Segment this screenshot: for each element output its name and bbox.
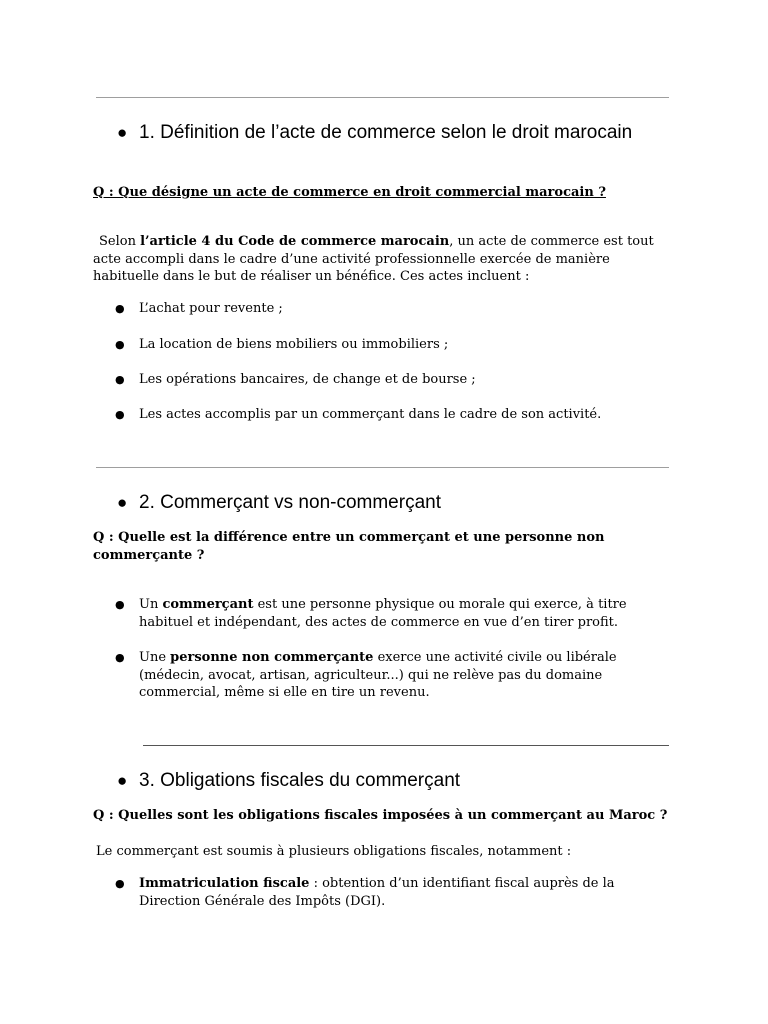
bullet-icon: ● (115, 302, 125, 315)
section-3-intro: Le commerçant est soumis à plusieurs obligations fiscales, notamment : (96, 844, 572, 859)
bullet-icon: ● (117, 123, 128, 142)
bullet-icon: ● (115, 338, 125, 351)
bullet-icon: ● (115, 408, 125, 421)
divider-bottom (143, 745, 669, 746)
item-1-pre: Un (139, 597, 163, 612)
item-2-bold: personne non commerçante (170, 650, 374, 665)
bullet-icon: ● (115, 373, 125, 386)
list-item (115, 336, 679, 354)
section-3-heading (117, 769, 639, 793)
item-1-post: est une personne physique ou morale qui exerce, à titre habituel et indépendant, des actes de commerce en vue d’en tirer profit. (139, 597, 627, 630)
list-item-text: La location de biens mobiliers ou immobiliers ; (139, 337, 449, 352)
section-1-heading-text: 1. Définition de l’acte de commerce selon le droit marocain (139, 122, 633, 143)
list-item (115, 371, 679, 389)
item-1-bold: Immatriculation fiscale (139, 876, 310, 891)
section-1-intro (93, 233, 673, 286)
divider-middle (96, 467, 669, 468)
bullet-icon: ● (115, 598, 125, 611)
bullet-icon: ● (117, 771, 128, 790)
section-1-intro-post: , un acte de commerce est tout acte accompli dans le cadre d’une activité professionnelle exercée de manière habituelle dans le but de réaliser un bénéfice. Ces actes incluent : (93, 234, 654, 284)
list-item-text: Les opérations bancaires, de change et de bourse ; (139, 372, 476, 387)
section-1-question: Q : Que désigne un acte de commerce en droit commercial marocain ? (93, 185, 606, 200)
item-1-post: : obtention d’un identifiant fiscal auprès de la Direction Générale des Impôts (DGI). (139, 876, 615, 909)
divider-top (96, 97, 669, 98)
item-2-post: exerce une activité civile ou libérale (médecin, avocat, artisan, agriculteur...) qui ne relève pas du domaine commercial, même si elle en tire un revenu. (139, 650, 617, 700)
list-item (115, 300, 679, 318)
section-2-heading (117, 491, 639, 515)
list-item (115, 596, 679, 631)
item-1-bold: commerçant (162, 597, 254, 612)
section-3-heading-text: 3. Obligations fiscales du commerçant (139, 770, 461, 791)
section-3-question: Q : Quelles sont les obligations fiscales imposées à un commerçant au Maroc ? (93, 808, 668, 823)
item-2-pre: Une (139, 650, 171, 665)
list-item (115, 649, 679, 702)
list-item (115, 875, 679, 910)
bullet-icon: ● (115, 877, 125, 890)
list-item-text: Les actes accomplis par un commerçant dans le cadre de son activité. (139, 407, 602, 422)
bullet-icon: ● (117, 493, 128, 512)
section-1-heading (117, 121, 639, 145)
list-item-text: L’achat pour revente ; (139, 301, 283, 316)
bullet-icon: ● (115, 651, 125, 664)
list-item (115, 406, 679, 424)
section-1-intro-pre: Selon (99, 234, 141, 249)
section-2-heading-text: 2. Commerçant vs non-commerçant (139, 492, 441, 513)
section-1-intro-bold: l’article 4 du Code de commerce marocain (140, 234, 450, 249)
section-2-question: Q : Quelle est la différence entre un commerçant et une personne non commerçante ? (93, 530, 605, 563)
